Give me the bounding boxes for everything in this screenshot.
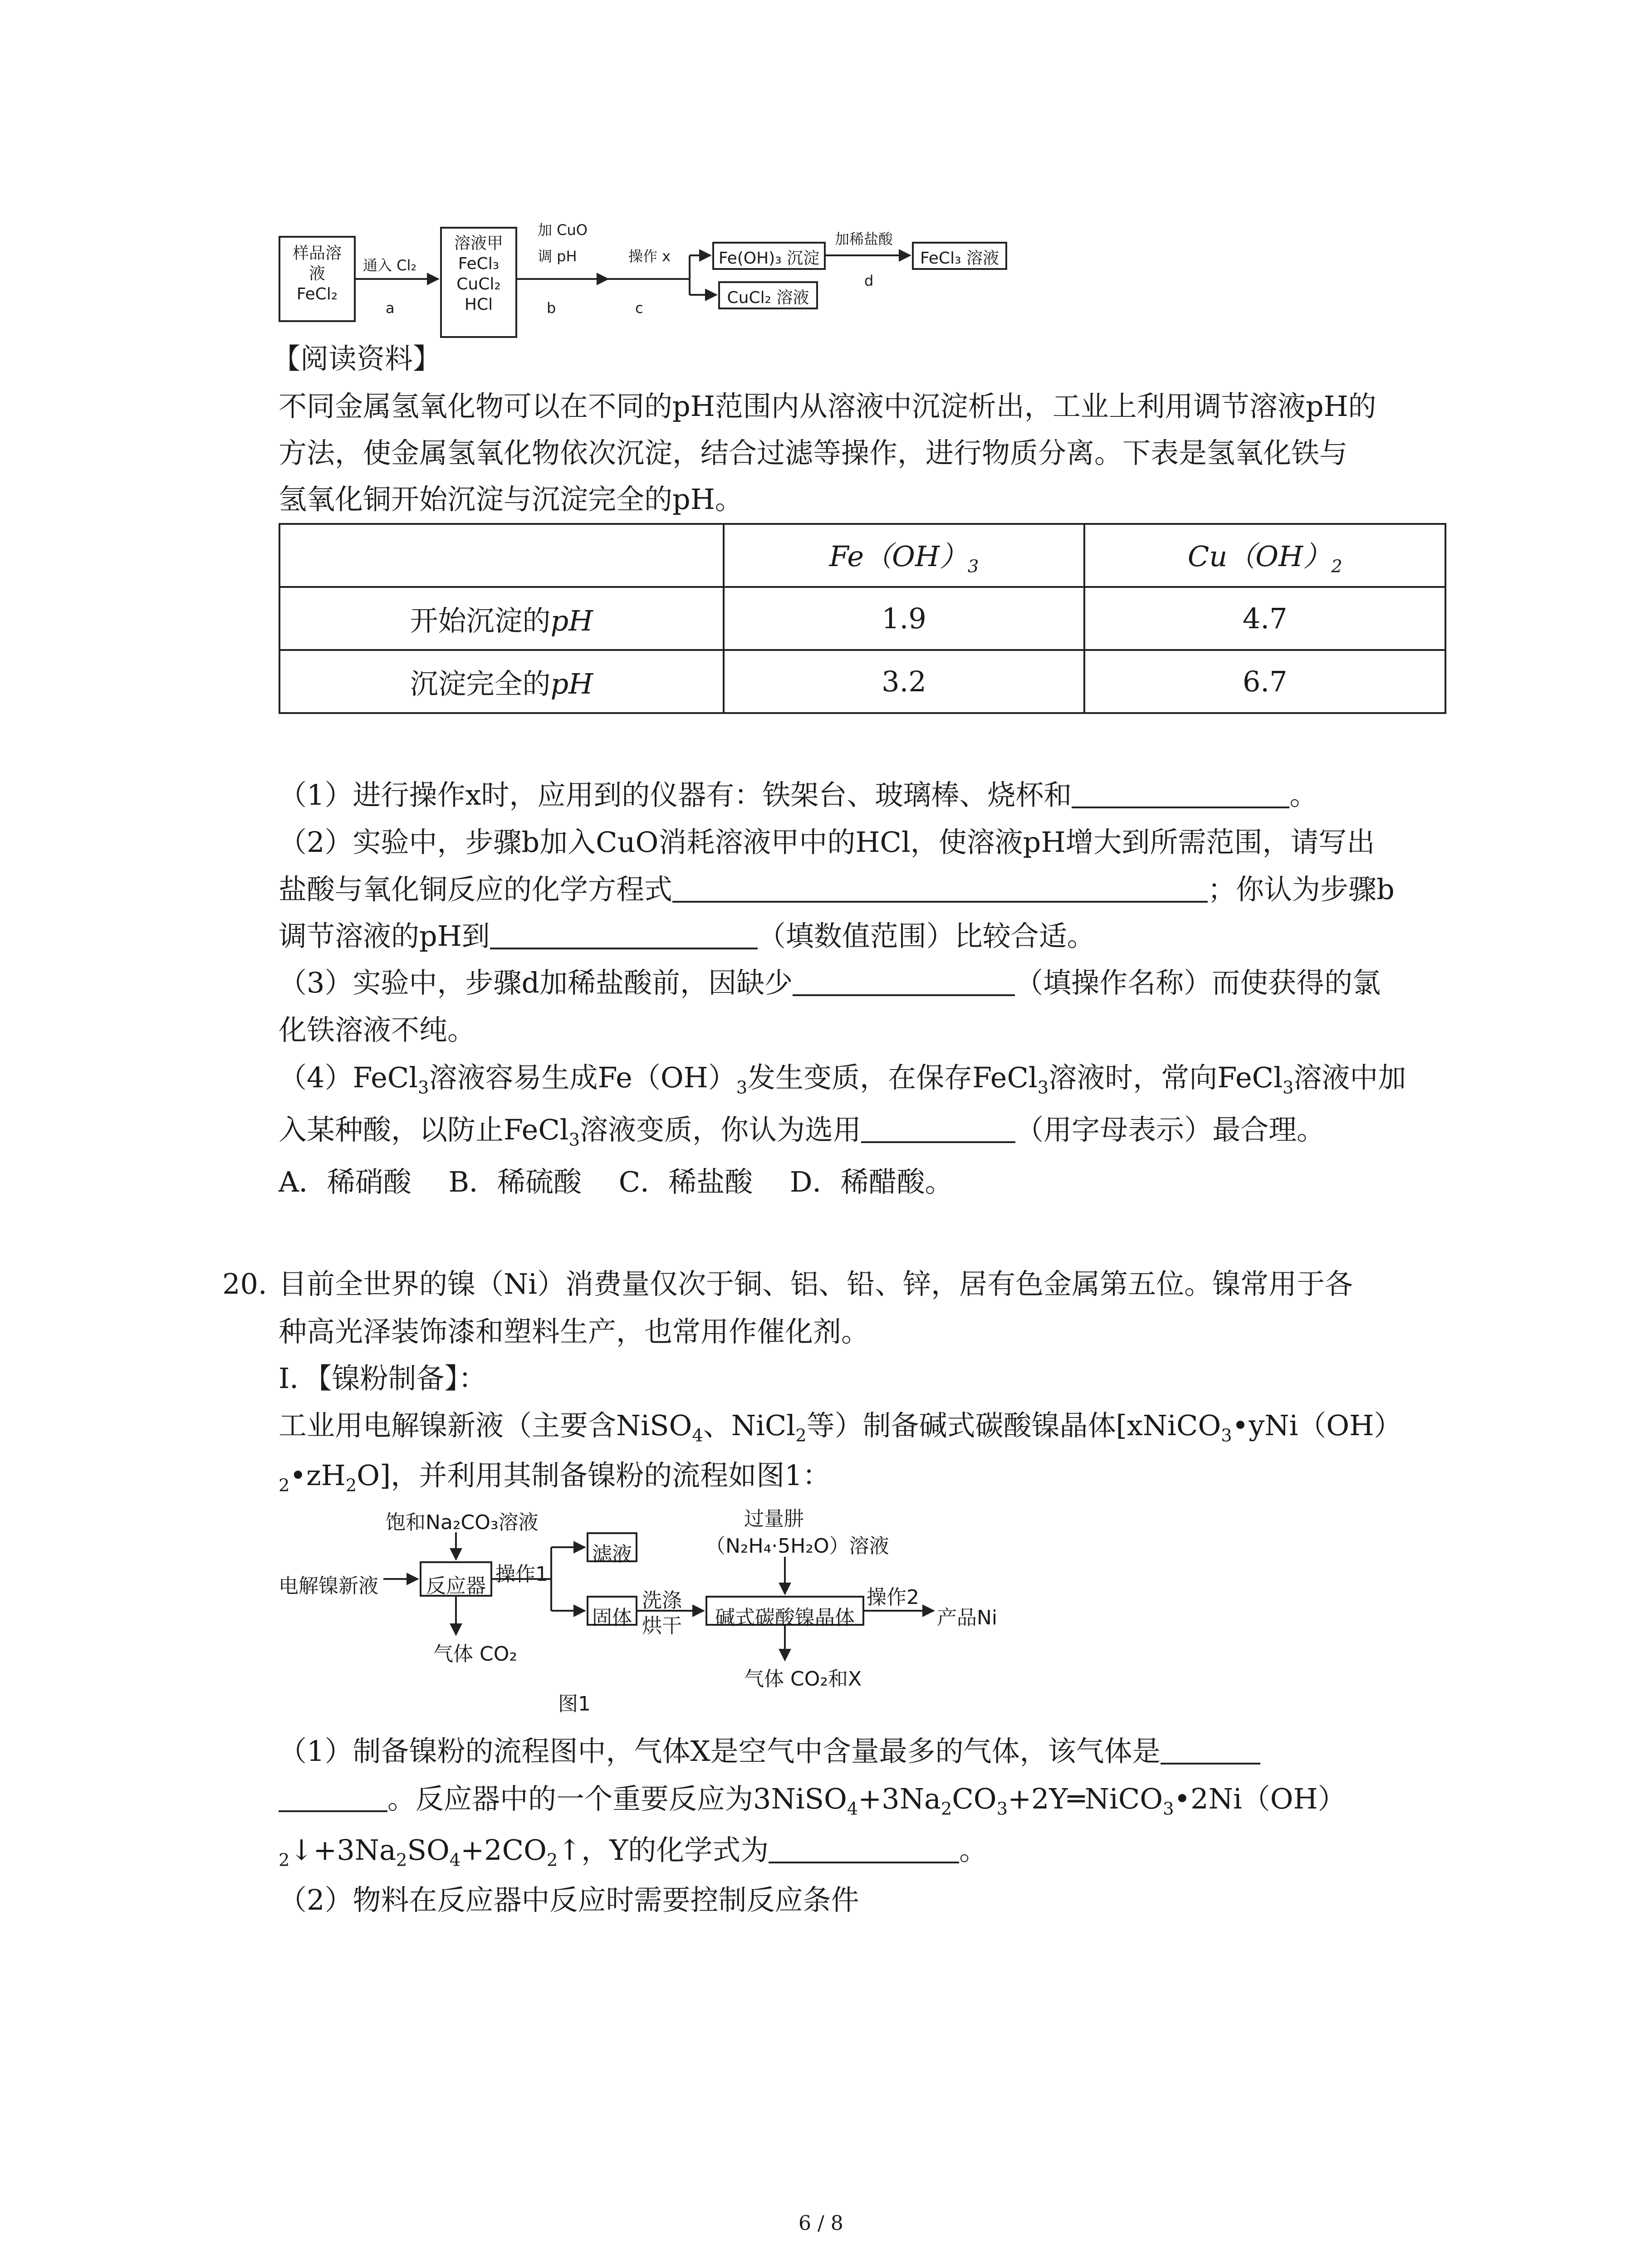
q19-3a: （3）实验中，步骤d加稀盐酸前，因缺少 （填操作名称）而使获得的氯 xyxy=(279,966,1381,999)
flow2-gas-co2: 气体 CO₂ xyxy=(433,1642,517,1666)
flow2-hydrazine-2: （N₂H₄·5H₂O）溶液 xyxy=(705,1535,889,1558)
flow1-label-d: d xyxy=(864,272,874,289)
table-cell: 1.9 xyxy=(724,587,1085,650)
flow1-box-solution: 溶液甲 FeCl₃ CuCl₂ HCl xyxy=(440,227,517,338)
q19-2c: 调节溶液的pH到 （填数值范围）比较合适。 xyxy=(279,919,1095,953)
q20-2: （2）物料在反应器中反应时需要控制反应条件 xyxy=(279,1883,859,1916)
flow2-wash-2: 烘干 xyxy=(642,1614,682,1637)
flow1-label-b-top-2: 调 pH xyxy=(538,248,577,265)
q19-1-blank[interactable] xyxy=(1072,807,1289,808)
flow1-label-b-top-1: 加 CuO xyxy=(538,221,588,239)
flow2-reactor: 反应器 xyxy=(420,1561,492,1597)
flow1-box-cucl2: CuCl₂ 溶液 xyxy=(718,281,818,309)
q19-options: A．稀硝酸 B．稀硫酸 C．稀盐酸 D．稀醋酸。 xyxy=(279,1165,953,1198)
q20-1-y-blank[interactable] xyxy=(769,1862,959,1863)
reading-line-2: 方法，使金属氢氧化物依次沉淀，结合过滤等操作，进行物质分离。下表是氢氧化铁与 xyxy=(279,436,1348,469)
flow2-top-label: 饱和Na₂CO₃溶液 xyxy=(386,1511,539,1534)
flow1-label-c: c xyxy=(635,299,643,317)
table-cell: 3.2 xyxy=(724,650,1085,713)
flow1-label-a: a xyxy=(386,299,395,317)
q20-line-1: 目前全世界的镍（Ni）消费量仅次于铜、铝、铅、锌，居有色金属第五位。镍常用于各 xyxy=(279,1267,1353,1300)
table-header-feoh3: $Fe(OH)_3$ xyxy=(724,524,1085,587)
q19-4a: （4）FeCl$_3$溶液容易生成$Fe(OH)_3$发生变质，在保存FeCl$_3$溶液时，常向FeCl$_3$溶液中加 xyxy=(279,1061,1406,1098)
q20-1-gas-blank-b[interactable] xyxy=(279,1810,387,1812)
flow1-label-c-top: 操作 x xyxy=(628,248,671,265)
flow2-crystal: 碱式碳酸镍晶体 xyxy=(705,1596,864,1626)
flow2-filtrate: 滤液 xyxy=(587,1532,637,1562)
reading-heading: 【阅读资料】 xyxy=(272,342,441,375)
flow2-hydrazine-1: 过量肼 xyxy=(744,1507,804,1530)
flow2-gas-co2-x: 气体 CO₂和X xyxy=(744,1667,862,1691)
q19-3b: 化铁溶液不纯。 xyxy=(279,1013,476,1046)
q20-section-heading: Ⅰ．【镍粉制备】： xyxy=(279,1362,487,1395)
q20-1c: $_2↓+3Na_2SO_4+2CO_2↑$，Y的化学式为 。 xyxy=(279,1833,988,1871)
flow2-product: 产品Ni xyxy=(937,1606,998,1629)
q19-2a: （2）实验中，步骤b加入CuO消耗溶液甲中的HCl，使溶液pH增大到所需范围，请写出 xyxy=(279,826,1375,859)
q20-1b: 。反应器中的一个重要反应为$3NiSO_4+3Na_2CO_3+2Y═NiCO_3•2Ni(OH)$ xyxy=(279,1785,1346,1818)
flow2-left-label: 电解镍新液 xyxy=(279,1574,378,1598)
flow2-caption: 图1 xyxy=(558,1692,591,1716)
flow2-wash-1: 洗涤 xyxy=(642,1589,682,1612)
reading-line-1: 不同金属氢氧化物可以在不同的pH范围内从溶液中沉淀析出，工业上利用调节溶液pH的 xyxy=(279,390,1376,423)
q20-1a: （1）制备镍粉的流程图中，气体X是空气中含量最多的气体，该气体是 xyxy=(279,1737,1260,1765)
flow2-solid: 固体 xyxy=(587,1596,637,1626)
flow1-box-feoh3: Fe(OH)₃ 沉淀 xyxy=(712,242,826,270)
q20-line-2: 种高光泽装饰漆和塑料生产，也常用作催化剂。 xyxy=(279,1315,870,1348)
page-number: 6 / 8 xyxy=(798,2212,843,2235)
flow2-op2: 操作2 xyxy=(867,1586,919,1609)
table-row-label: 开始沉淀的pH xyxy=(279,587,724,650)
table-row-label: 沉淀完全的pH xyxy=(279,650,724,713)
table-cell: 6.7 xyxy=(1084,650,1445,713)
flow2-op1: 操作1 xyxy=(495,1563,548,1586)
q20-line-5: $_2•zH_2O$]，并利用其制备镍粉的流程如图1： xyxy=(279,1459,831,1496)
q19-2b: 盐酸与氧化铜反应的化学方程式 ；你认为步骤b xyxy=(279,873,1395,906)
q20-number: 20. xyxy=(222,1267,267,1300)
flow1-box-sample: 样品溶 液 FeCl₂ xyxy=(279,236,356,322)
flow1-label-d-top: 加稀盐酸 xyxy=(835,230,893,248)
flow2-arrows xyxy=(0,0,1043,1724)
table-header-cuoh2: $Cu(OH)_2$ xyxy=(1084,524,1445,587)
q19-1: （1）进行操作x时，应用到的仪器有：铁架台、玻璃棒、烧杯和 。 xyxy=(279,778,1318,811)
flow1-label-a-top: 通入 Cl₂ xyxy=(363,257,417,274)
table-cell: 4.7 xyxy=(1084,587,1445,650)
q20-1-gas-blank-a[interactable] xyxy=(1161,1763,1260,1765)
reading-line-3: 氢氧化铜开始沉淀与沉淀完全的pH。 xyxy=(279,483,743,516)
q20-line-4: 工业用电解镍新液（主要含NiSO$_4$、NiCl$_2$等）制备碱式碳酸镍晶体[xNiCO$_3$•yNi（OH） xyxy=(279,1409,1402,1446)
flow1-box-fecl3: FeCl₃ 溶液 xyxy=(912,242,1007,270)
flow1-label-b: b xyxy=(547,299,556,317)
q19-4b: 入某种酸，以防止FeCl$_3$溶液变质，你认为选用 （用字母表示）最合理。 xyxy=(279,1113,1325,1150)
